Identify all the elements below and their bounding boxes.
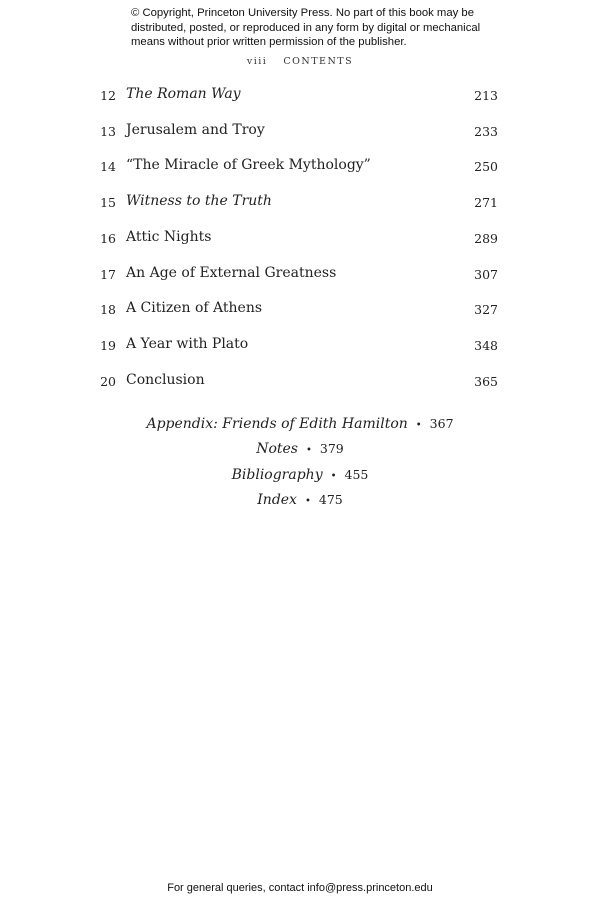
- chapter-number: 20: [100, 373, 116, 389]
- toc-entry[interactable]: [96, 229, 500, 249]
- chapter-title: Witness to the Truth: [126, 193, 272, 210]
- chapter-page: 250: [474, 159, 498, 175]
- bullet-separator: •: [304, 495, 311, 507]
- chapter-number: 19: [100, 337, 116, 353]
- bullet-separator: •: [330, 470, 337, 482]
- chapter-page: 307: [474, 266, 498, 282]
- chapter-page: 233: [474, 123, 498, 139]
- backmatter-title: Appendix: Friends of Edith Hamilton: [146, 416, 408, 432]
- chapter-number: 14: [100, 159, 116, 175]
- copyright-line: means without prior written permission of the publisher.: [131, 36, 407, 48]
- chapter-page: 271: [474, 195, 498, 211]
- page-number: viii: [246, 56, 268, 67]
- chapter-page: 348: [474, 337, 498, 353]
- toc-entry[interactable]: [96, 336, 500, 356]
- toc-entry[interactable]: [96, 265, 500, 285]
- chapter-page: 327: [474, 302, 498, 318]
- backmatter-entry[interactable]: [0, 416, 600, 432]
- chapter-title: Jerusalem and Troy: [126, 121, 265, 138]
- footer-contact: For general queries, contact info@press.princeton.edu: [167, 882, 433, 894]
- toc-entry[interactable]: [96, 122, 500, 142]
- toc-entry[interactable]: [96, 300, 500, 320]
- bullet-separator: •: [415, 420, 422, 431]
- chapter-page: 365: [474, 373, 498, 389]
- backmatter-entry[interactable]: [0, 441, 600, 457]
- backmatter-page: 379: [319, 441, 344, 457]
- chapter-number: 16: [100, 230, 116, 246]
- chapter-title: “The Miracle of Greek Mythology”: [126, 157, 371, 174]
- chapter-number: 13: [100, 123, 116, 139]
- chapter-page: 213: [474, 88, 498, 103]
- copyright-notice: [131, 6, 480, 50]
- backmatter-title: Bibliography: [231, 466, 323, 483]
- toc-entry[interactable]: [96, 372, 500, 392]
- backmatter-page: 367: [429, 416, 454, 431]
- backmatter-entry[interactable]: [0, 467, 600, 483]
- chapter-number: 18: [100, 302, 116, 318]
- chapter-title: The Roman Way: [126, 86, 241, 102]
- copyright-line: © Copyright, Princeton University Press. No part of this book may be: [131, 7, 474, 19]
- backmatter-title: Notes: [256, 441, 298, 458]
- toc-entry[interactable]: [96, 193, 500, 213]
- section-title: CONTENTS: [283, 56, 354, 67]
- backmatter-title: Index: [257, 491, 297, 508]
- copyright-line: distributed, posted, or reproduced in any form by digital or mechanical: [131, 21, 481, 34]
- chapter-title: A Year with Plato: [126, 335, 249, 352]
- backmatter-page: 455: [344, 466, 369, 482]
- chapter-title: A Citizen of Athens: [126, 300, 263, 317]
- backmatter-page: 475: [318, 491, 343, 507]
- toc-entry[interactable]: [96, 157, 500, 177]
- chapter-number: 15: [100, 195, 116, 211]
- bullet-separator: •: [306, 445, 312, 457]
- toc-entry[interactable]: [96, 86, 500, 106]
- chapter-page: 289: [474, 230, 498, 246]
- backmatter-entry[interactable]: [0, 492, 600, 508]
- chapter-title: An Age of External Greatness: [126, 264, 337, 281]
- chapter-title: Conclusion: [126, 371, 205, 388]
- chapter-number: 12: [100, 88, 116, 103]
- chapter-number: 17: [100, 266, 116, 282]
- running-header: [0, 56, 600, 67]
- chapter-title: Attic Nights: [126, 228, 212, 245]
